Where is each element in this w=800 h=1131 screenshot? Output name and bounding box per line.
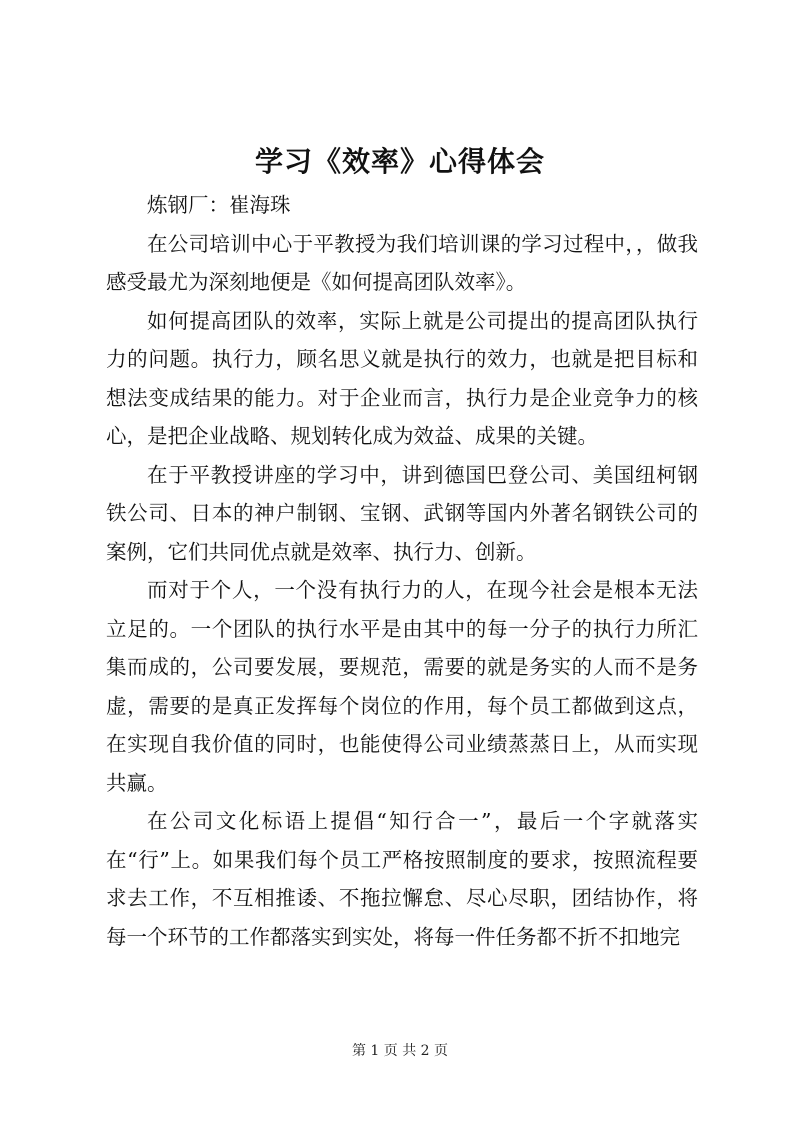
paragraph: 如何提高团队的效率，实际上就是公司提出的提高团队执行力的问题。执行力，顾名思义就是执行的效力，也就是把目标和想法变成结果的能力。对于企业而言，执行力是企业竞争力的核心，是把企业战略、规划转化成为效益、成果的关键。 bbox=[106, 308, 698, 448]
page-footer: 第 1 页 共 2 页 bbox=[351, 1043, 449, 1059]
document-title: 学习《效率》心得体会 bbox=[254, 145, 545, 178]
paragraph: 而对于个人，一个没有执行力的人，在现今社会是根本无法立足的。一个团队的执行水平是由其中的每一分子的执行力所汇集而成的，公司要发展，要规范，需要的就是务实的人而不是务虚，需要的是真正发挥每个岗位的作用，每个员工都做到这点，在实现自我价值的同时，也能使得公司业绩蒸蒸日上，从而实现共赢。 bbox=[106, 578, 698, 795]
paragraph: 在于平教授讲座的学习中，讲到德国巴登公司、美国纽柯钢铁公司、日本的神户制钢、宝钢、武钢等国内外著名钢铁公司的案例，它们共同优点就是效率、执行力、创新。 bbox=[106, 462, 698, 564]
document-body bbox=[106, 186, 698, 956]
paragraph: 在公司培训中心于平教授为我们培训课的学习过程中，，做我感受最尤为深刻地便是《如何提高团队效率》。 bbox=[106, 231, 698, 294]
paragraph: 在公司文化标语上提倡“知行合一”，最后一个字就落实在“行”上。如果我们每个员工严格按照制度的要求，按照流程要求去工作，不互相推诿、不拖拉懈怠、尽心尽职，团结协作，将每一个环节的工作都落实到实处，将每一件任务都不折不扣地完 bbox=[106, 809, 698, 949]
author-line: 炼钢厂：崔海珠 bbox=[147, 193, 291, 217]
